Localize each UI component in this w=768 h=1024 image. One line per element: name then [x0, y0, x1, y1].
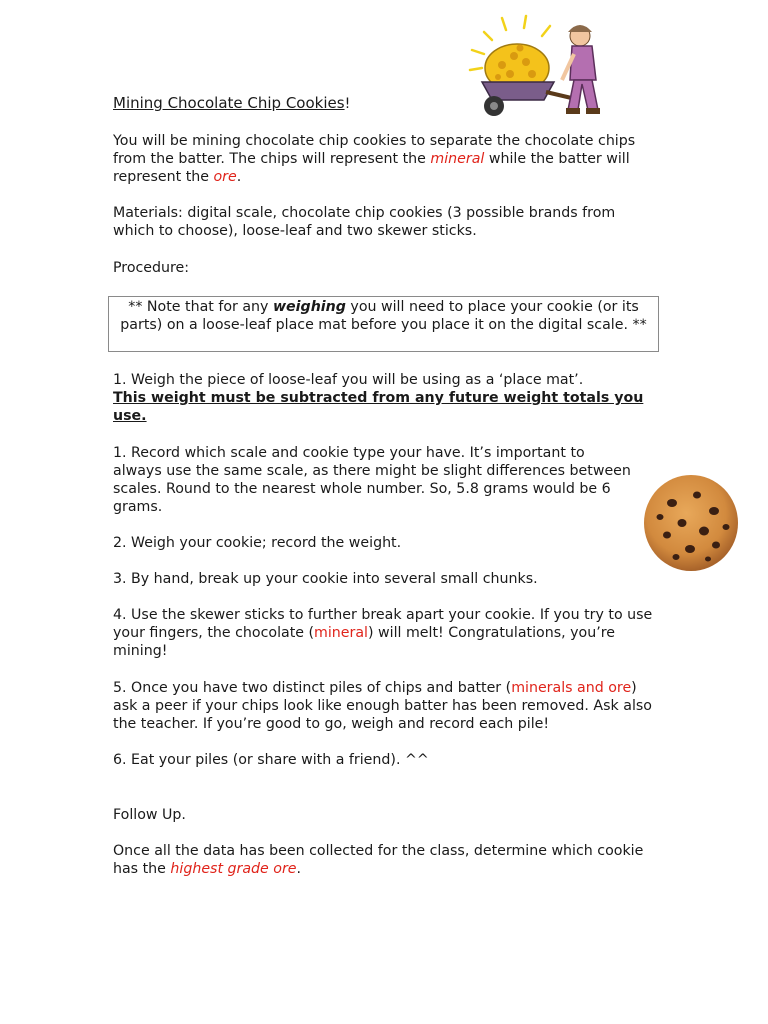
intro-text-3: .	[236, 169, 242, 185]
materials-paragraph: Materials: digital scale, chocolate chip cookies (3 possible brands from which to choose), loose-leaf and two skewer sticks.	[113, 205, 616, 239]
step-2: 2. Weigh your cookie; record the weight.	[113, 535, 402, 551]
weighing-note-box	[108, 296, 659, 352]
follow-up-paragraph	[113, 842, 658, 878]
page-title	[113, 94, 658, 113]
note-emphasis: weighing	[272, 299, 346, 315]
intro-text-1: You will be mining chocolate chip cookies to separate the chocolate chips from the batter. The chips will represent the	[113, 133, 636, 167]
title-exclamation: !	[344, 96, 351, 112]
step-4-mineral-term: mineral	[314, 625, 368, 641]
note-text-1: ** Note that for any	[128, 299, 273, 315]
follow-up-heading: Follow Up.	[113, 807, 186, 823]
step-3: 3. By hand, break up your cookie into several small chunks.	[113, 571, 538, 587]
intro-text-2: while the batter will represent the	[113, 151, 630, 185]
step-5-text-2: ) ask a peer if your chips look like enough batter has been removed. Ask also the teacher. If you’re good to go, weigh and record each pile!	[113, 680, 652, 732]
step-5-text-1: 5. Once you have two distinct piles of chips and batter (	[113, 680, 512, 696]
step-4-text-2: ) will melt! Congratulations, you’re mining!	[113, 625, 615, 659]
follow-up-text-2: .	[296, 861, 302, 877]
step-5-minerals-ore-term: minerals and ore	[511, 680, 632, 696]
step-5	[113, 679, 658, 733]
step-record-scale: 1. Record which scale and cookie type your have. It’s important to always use the same scale, as there might be slight differences between scales. Round to the nearest whole number. So, 5.8 grams would be 6 grams.	[113, 445, 631, 515]
note-text-2: you will need to place your cookie (or its parts) on a loose-leaf place mat before you place it on the digital scale. **	[120, 299, 647, 333]
step-4-text-1: 4. Use the skewer sticks to further break apart your cookie. If you try to use your fingers, the chocolate (	[113, 607, 653, 641]
follow-up-text-1: Once all the data has been collected for the class, determine which cookie has the	[113, 843, 644, 877]
cookie-image	[642, 473, 740, 573]
step-weigh-mat-text: 1. Weigh the piece of loose-leaf you will be using as a ‘place mat’.	[113, 372, 584, 388]
intro-ore-term: ore	[213, 169, 237, 185]
title-text: Mining Chocolate Chip Cookies	[113, 94, 345, 112]
step-6: 6. Eat your piles (or share with a friend). ^^	[113, 752, 429, 768]
intro-paragraph	[113, 132, 658, 186]
step-4	[113, 606, 658, 660]
intro-mineral-term: mineral	[430, 151, 485, 167]
step-weigh-mat	[113, 371, 658, 425]
highest-grade-ore-term: highest grade ore	[170, 861, 297, 877]
subtract-weight-warning: This weight must be subtracted from any future weight totals you use.	[113, 390, 644, 424]
procedure-heading: Procedure:	[113, 260, 190, 276]
